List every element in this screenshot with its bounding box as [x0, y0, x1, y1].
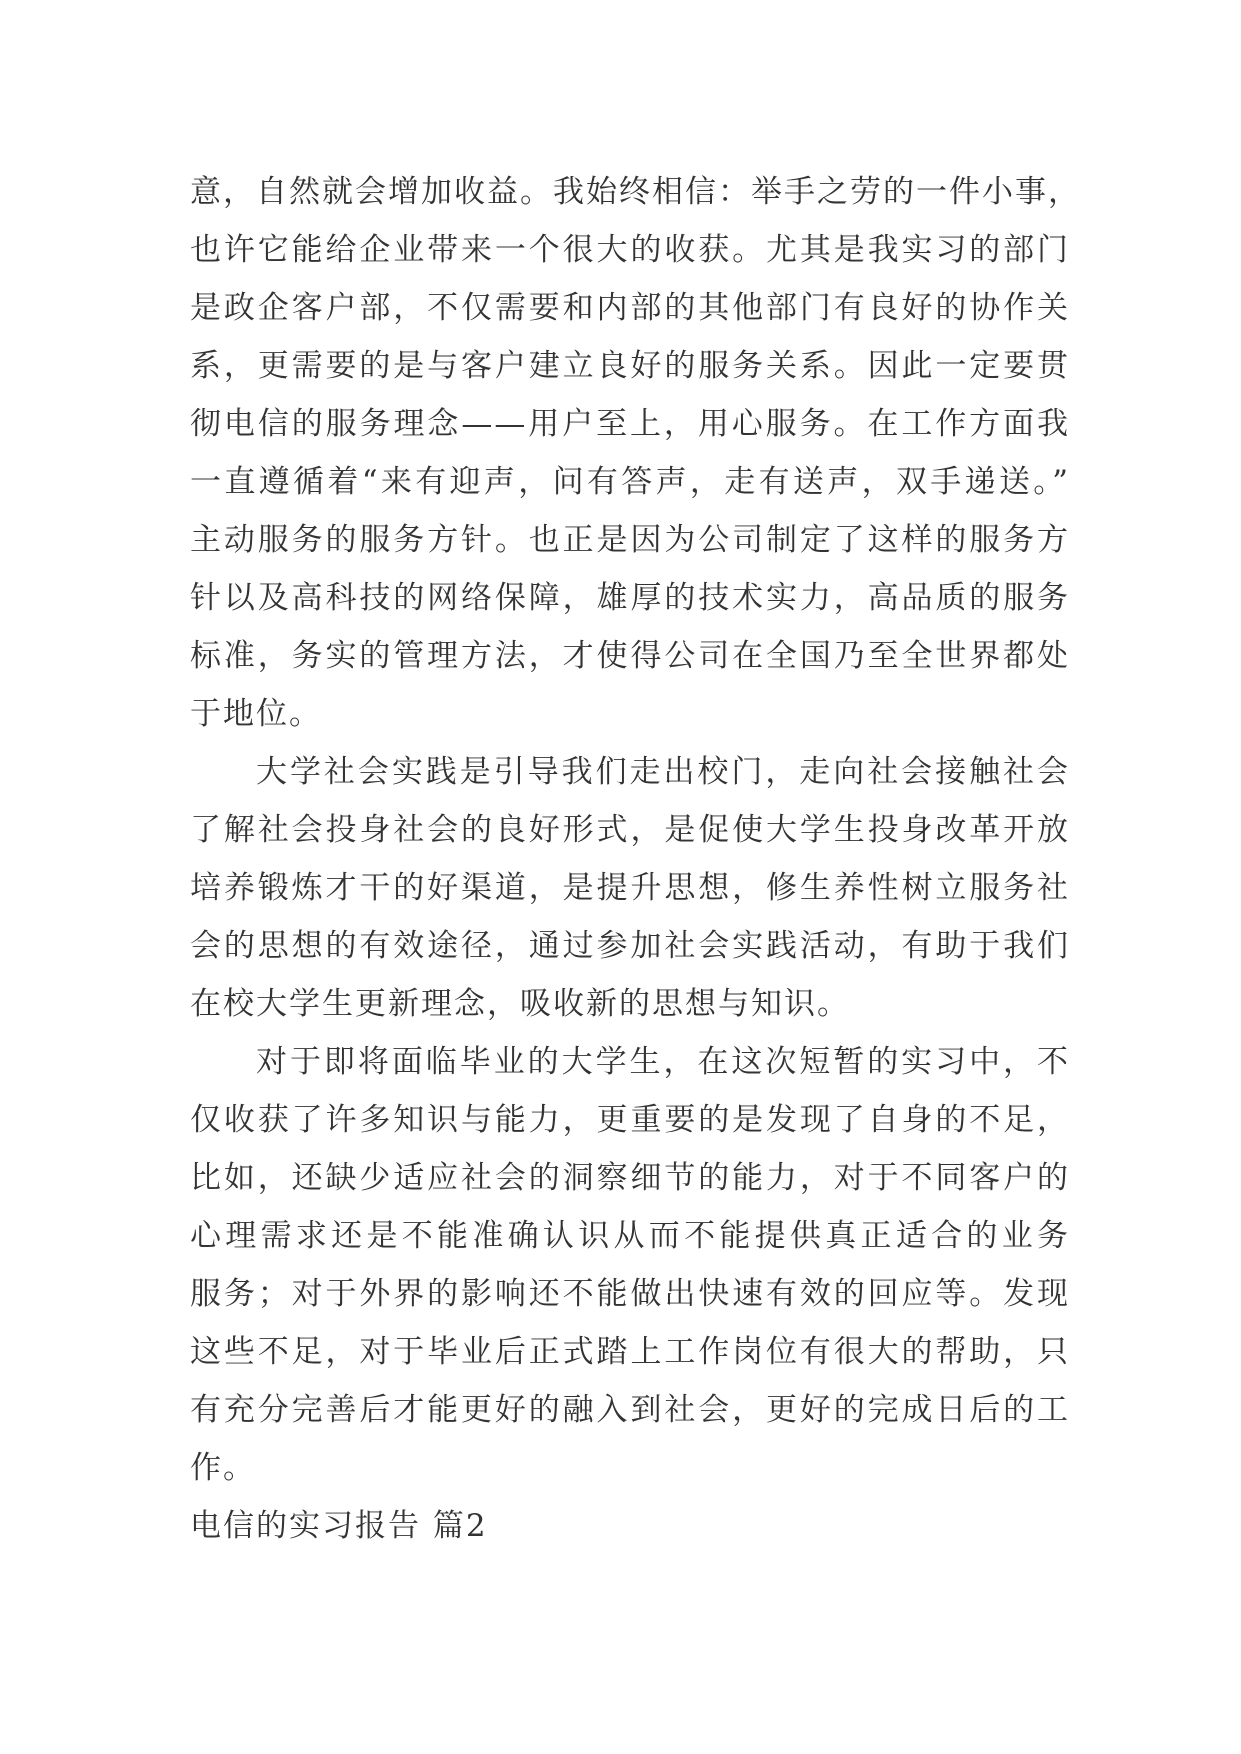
- text-line: 这些不足，对于毕业后正式踏上工作岗位有很大的帮助，只: [190, 1334, 1070, 1370]
- text-line: 对于即将面临毕业的大学生，在这次短暂的实习中，不: [256, 1044, 1070, 1080]
- text-line: 有充分完善后才能更好的融入到社会，更好的完成日后的工: [190, 1392, 1070, 1428]
- text-line: 了解社会投身社会的良好形式，是促使大学生投身改革开放: [190, 812, 1070, 848]
- text-line: 标准，务实的管理方法，才使得公司在全国乃至全世界都处: [190, 638, 1070, 674]
- text-line: 仅收获了许多知识与能力，更重要的是发现了自身的不足，: [190, 1102, 1070, 1138]
- paragraph-1: [190, 163, 1081, 743]
- text-line: 会的思想的有效途径，通过参加社会实践活动，有助于我们: [190, 928, 1070, 964]
- paragraph-3: [190, 1033, 1070, 1497]
- text-line: 一直遵循着“来有迎声，问有答声，走有送声，双手递送。”: [190, 464, 1070, 500]
- text-line: 于地位。: [190, 696, 322, 732]
- text-line: 意，自然就会增加收益。我始终相信：举手之劳的一件小事，: [190, 174, 1081, 210]
- text-line: 大学社会实践是引导我们走出校门，走向社会接触社会: [256, 754, 1070, 790]
- text-line: 在校大学生更新理念，吸收新的思想与知识。: [190, 986, 850, 1022]
- text-line: 彻电信的服务理念——用户至上，用心服务。在工作方面我: [190, 406, 1070, 442]
- text-line: 系，更需要的是与客户建立良好的服务关系。因此一定要贯: [190, 348, 1070, 384]
- text-line: 也许它能给企业带来一个很大的收获。尤其是我实习的部门: [190, 232, 1070, 268]
- text-line: 培养锻炼才干的好渠道，是提升思想，修生养性树立服务社: [190, 870, 1070, 906]
- section-heading: 电信的实习报告 篇2: [190, 1508, 488, 1544]
- text-line: 针以及高科技的网络保障，雄厚的技术实力，高品质的服务: [190, 580, 1070, 616]
- text-line: 服务；对于外界的影响还不能做出快速有效的回应等。发现: [190, 1276, 1070, 1312]
- text-line: 是政企客户部，不仅需要和内部的其他部门有良好的协作关: [190, 290, 1070, 326]
- document-body: [190, 163, 1081, 1555]
- text-line: 心理需求还是不能准确认识从而不能提供真正适合的业务: [190, 1218, 1070, 1254]
- text-line: 作。: [190, 1450, 256, 1486]
- paragraph-2: [190, 743, 1070, 1033]
- text-line: 主动服务的服务方针。也正是因为公司制定了这样的服务方: [190, 522, 1070, 558]
- text-line: 比如，还缺少适应社会的洞察细节的能力，对于不同客户的: [190, 1160, 1070, 1196]
